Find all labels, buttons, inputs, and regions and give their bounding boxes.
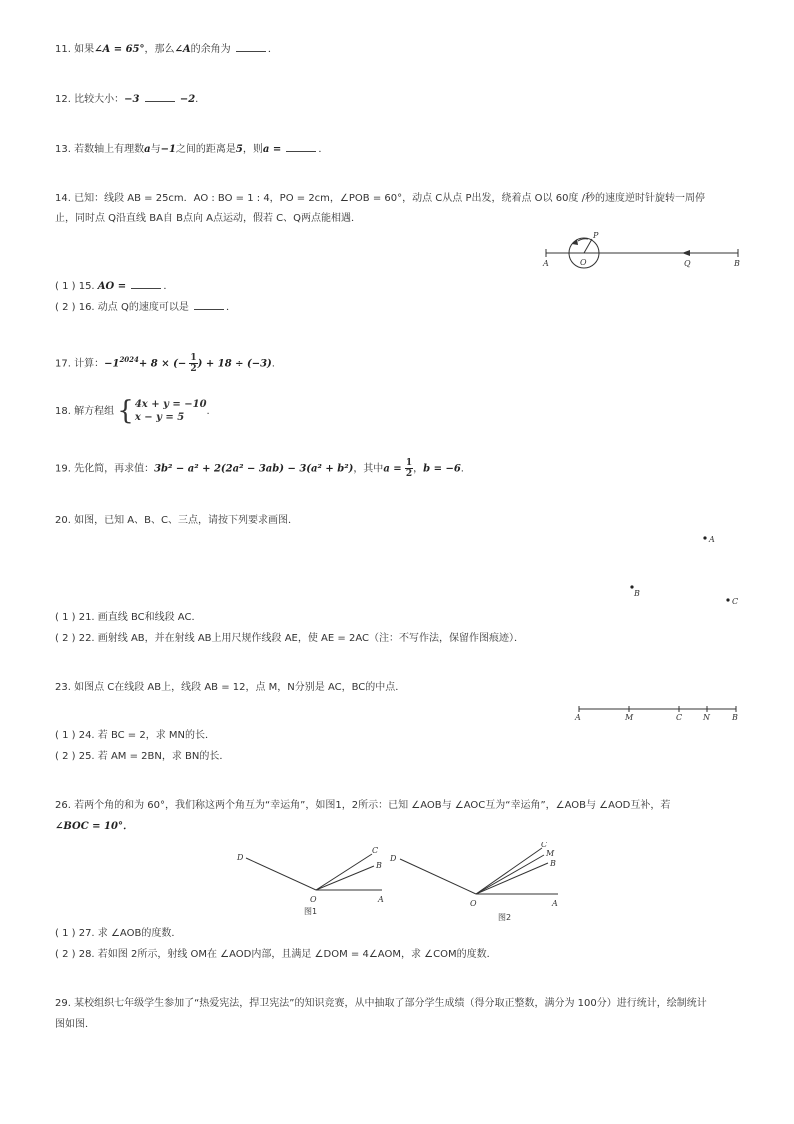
fig1-label-A: A bbox=[378, 895, 384, 904]
label-P: P bbox=[593, 231, 599, 240]
fig2-label-M: M bbox=[546, 849, 555, 858]
question-14-line1: 14. 已知：线段 AB = 25cm．AO : BO = 1 : 4，PO = 2cm，∠POB = 60°，动点 C从点 P出发，绕着点 O以 60度 /秒的速度逆时针旋转一周停 bbox=[55, 193, 705, 204]
fraction: $\frac{1}{2}$ bbox=[190, 352, 197, 374]
answer-blank[interactable] bbox=[194, 300, 224, 310]
question-29-line1: 29. 某校组织七年级学生参加了“热爱宪法，捍卫宪法”的知识竞赛，从中抽取了部分学生成绩（得分取正整数，满分为 100分）进行统计，绘制统计 bbox=[55, 998, 707, 1009]
question-24: ( 1 ) 24. 若 BC = 2，求 MN的长． bbox=[55, 730, 216, 741]
label-C: C bbox=[676, 713, 683, 722]
label-A: A bbox=[575, 713, 581, 722]
equation-system: { 4x + y = −10 x − y = 5 bbox=[117, 396, 207, 426]
question-25: ( 2 ) 25. 若 AM = 2BN，求 BN的长． bbox=[55, 751, 230, 762]
label-B: B bbox=[732, 713, 738, 722]
point-A-label: A bbox=[709, 535, 715, 544]
question-11: 11. 如果∠A = 65°，那么∠A的余角为 ． bbox=[55, 44, 278, 55]
fig1-label-B: B bbox=[376, 861, 382, 870]
label-N: N bbox=[703, 713, 710, 722]
fig2-caption: 图2 bbox=[498, 913, 512, 922]
label-O: O bbox=[580, 258, 587, 267]
question-15: ( 1 ) 15. AO = ． bbox=[55, 281, 174, 292]
question-22: ( 2 ) 22. 画射线 AB，并在射线 AB上用尺规作线段 AE，使 AE = 2AC（注：不写作法，保留作图痕迹）． bbox=[55, 633, 524, 644]
label-A: A bbox=[543, 259, 549, 268]
answer-blank[interactable] bbox=[236, 42, 266, 52]
fig2-label-O: O bbox=[470, 899, 477, 908]
point-C-label: C bbox=[732, 597, 739, 606]
fig2-label-A: A bbox=[552, 899, 558, 908]
answer-blank[interactable] bbox=[286, 142, 316, 152]
point-B-label: B bbox=[634, 589, 640, 598]
question-16: ( 2 ) 16. 动点 Q的速度可以是 ． bbox=[55, 302, 237, 313]
question-13: 13. 若数轴上有理数a与−1之间的距离是5，则a = ． bbox=[55, 144, 329, 155]
question-19: 19. 先化简，再求值：3b² − a² + 2(2a² − 3ab) − 3(a² + b²)，其中a = $\frac{1}{2}$ ，b = −6. bbox=[55, 458, 464, 479]
fig1-label-O: O bbox=[310, 895, 317, 904]
fig2-label-B: B bbox=[550, 859, 556, 868]
question-27: ( 1 ) 27. 求 ∠AOB的度数． bbox=[55, 928, 182, 939]
fraction: $\frac{1}{2}$ bbox=[405, 458, 413, 479]
question-17: 17. 计算：$-1^{2024}+ 8$ × (− $\frac{1}{2}$ ) + 18 ÷ (−3). bbox=[55, 352, 275, 374]
label-M: M bbox=[625, 713, 634, 722]
question-23: 23. 如图点 C在线段 AB上，线段 AB = 12，点 M，N分别是 AC，BC的中点． bbox=[55, 682, 406, 693]
label-B: B bbox=[734, 259, 740, 268]
figure-q14 bbox=[540, 228, 745, 270]
question-12: 12. 比较大小：−3 −2. bbox=[55, 94, 199, 105]
question-26-line1: 26. 若两个角的和为 60°，我们称这两个角互为“幸运角”，如图1，2所示：已知 ∠AOB与 ∠AOC互为“幸运角”，∠AOB与 ∠AOD互补，若 bbox=[55, 800, 671, 811]
question-28: ( 2 ) 28. 若如图 2所示，射线 OM在 ∠AOD内部，且满足 ∠DOM = 4∠AOM，求 ∠COM的度数． bbox=[55, 949, 497, 960]
fig1-label-C: C bbox=[372, 846, 379, 855]
label-Q: Q bbox=[684, 259, 691, 268]
figure-q23 bbox=[572, 702, 744, 724]
fig2-label-D: D bbox=[390, 854, 397, 863]
fig1-label-D: D bbox=[237, 853, 244, 862]
question-20: 20. 如图，已知 A、B、C、三点，请按下列要求画图． bbox=[55, 515, 298, 526]
figure-q26 bbox=[232, 842, 562, 924]
question-26-line2: ∠BOC = 10°． bbox=[55, 821, 133, 832]
fig1-caption: 图1 bbox=[304, 907, 318, 916]
question-14-line2: 止，同时点 Q沿直线 BA自 B点向 A点运动，假若 C、Q两点能相遇． bbox=[55, 213, 362, 224]
figure-q20 bbox=[620, 530, 750, 610]
answer-blank[interactable] bbox=[131, 279, 161, 289]
question-29-line2: 图如图． bbox=[55, 1019, 95, 1030]
question-18: 18. 解方程组 { 4x + y = −10 x − y = 5 . bbox=[55, 396, 210, 426]
question-21: ( 1 ) 21. 画直线 BC和线段 AC． bbox=[55, 612, 202, 623]
answer-blank[interactable] bbox=[145, 92, 175, 102]
fig2-label-C: C bbox=[541, 842, 548, 849]
